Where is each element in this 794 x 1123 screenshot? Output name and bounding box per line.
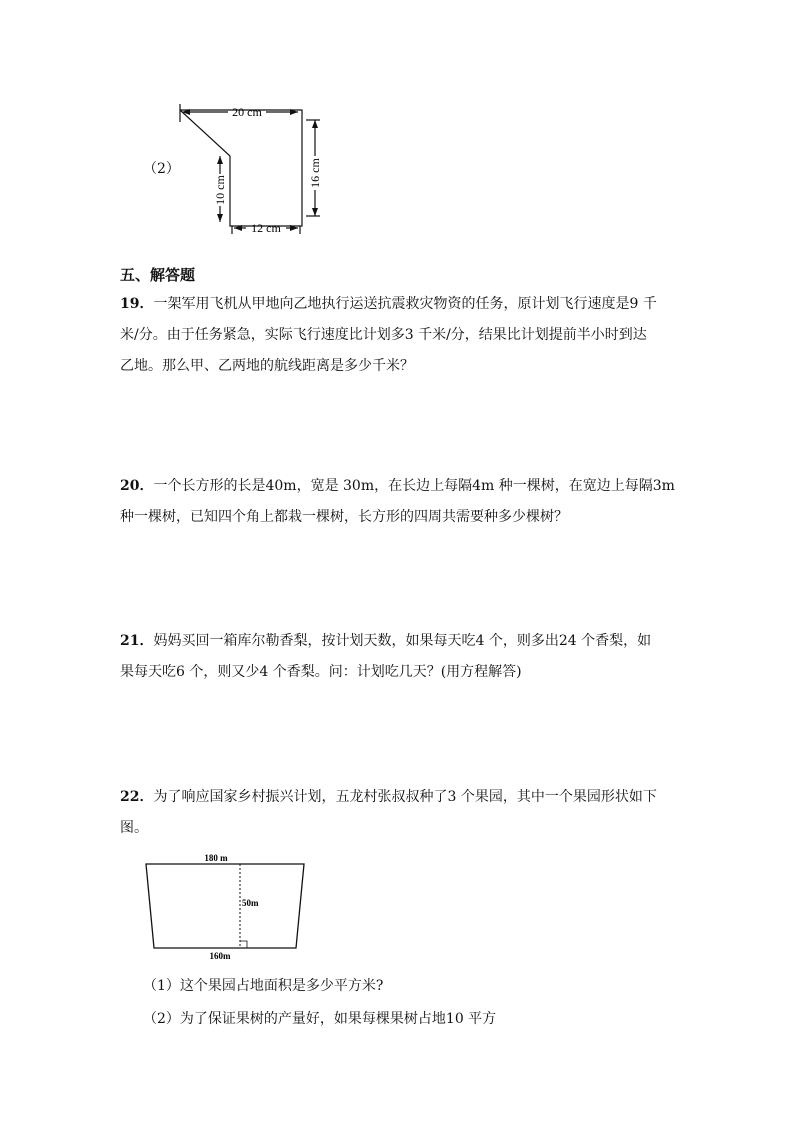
q22-sub-1: （1）这个果园占地面积是多少平方米? [143,978,384,994]
composite-shape-figure [170,98,330,243]
question-22 [120,782,657,844]
question-21 [120,626,651,688]
q19-line-1: 一架军用飞机从甲地向乙地执行运送抗震救灾物资的任务，原计划飞行速度是9 千 [153,296,657,312]
q19-number: 19． [120,296,154,312]
q20-line-2: 种一棵树，已知四个角上都栽一棵树，长方形的四周共需要种多少棵树？ [120,509,568,525]
question-20 [120,471,675,533]
right-angle-mark [240,941,247,948]
q19-line-3: 乙地。那么甲、乙两地的航线距离是多少千米？ [120,358,414,374]
q21-line-2: 果每天吃6 个，则又少4 个香梨。问：计划吃几天？(用方程解答) [120,664,522,680]
figure-2-label: （2） [143,161,180,177]
q22-number: 22． [120,789,154,805]
q22-line-2: 图。 [120,820,148,836]
q20-line-1: 一个长方形的长是40m，宽是 30m，在长边上每隔4m 种一棵树，在宽边上每隔3m [153,478,675,494]
q22-line-1: 为了响应国家乡村振兴计划，五龙村张叔叔种了3 个果园，其中一个果园形状如下 [153,789,657,805]
q21-number: 21． [120,633,154,649]
q22-sub-2: （2）为了保证果树的产量好，如果每棵果树占地10 平方 [143,1011,497,1027]
q19-line-2: 米/分。由于任务紧急，实际飞行速度比计划多3 千米/分，结果比计划提前半小时到达 [120,327,647,343]
right-dim-label: 16 cm [308,158,322,188]
q20-number: 20． [120,478,154,494]
shape-outline [180,110,302,226]
q21-line-1: 妈妈买回一箱库尔勒香梨，按计划天数，如果每天吃4 个，则多出24 个香梨，如 [153,633,652,649]
trapezoid-orchard-figure [140,850,315,965]
height-label: 50m [242,898,259,908]
bottom-base-label: 160m [209,951,231,961]
bottom-dim-label: 12 cm [251,221,281,235]
question-19 [120,289,657,382]
section-title: 五、解答题 [120,266,196,284]
trapezoid-outline [146,864,304,948]
top-base-label: 180 m [204,853,228,863]
top-dim-label: 20 cm [232,105,262,119]
left-dim-label: 10 cm [213,175,227,205]
